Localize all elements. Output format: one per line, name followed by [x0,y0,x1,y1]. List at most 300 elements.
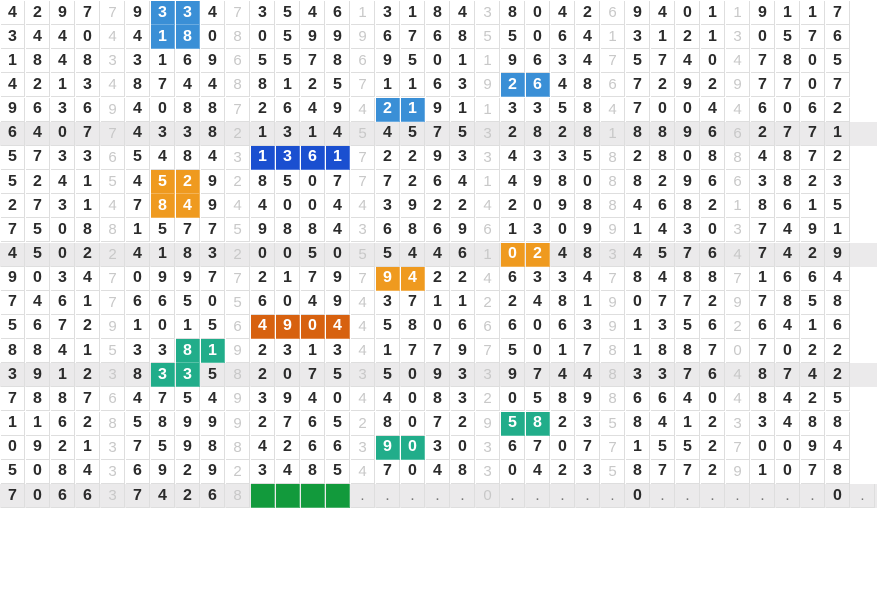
grid-cell[interactable]: 0 [551,436,575,460]
grid-cell[interactable]: 9 [526,170,550,194]
grid-cell[interactable]: 6 [301,146,325,170]
grid-cell[interactable]: 1 [476,170,500,194]
grid-cell[interactable]: 1 [126,315,150,339]
grid-cell[interactable]: 7 [301,267,325,291]
grid-cell[interactable]: 0 [776,98,800,122]
grid-cell[interactable] [326,484,350,508]
grid-cell[interactable]: 4 [401,267,425,291]
grid-cell[interactable]: 2 [426,267,450,291]
grid-cell[interactable]: 8 [651,146,675,170]
grid-cell[interactable]: 4 [226,194,250,218]
grid-cell[interactable]: 1 [126,218,150,242]
grid-cell[interactable]: 5 [676,436,700,460]
grid-cell[interactable]: 4 [126,25,150,49]
grid-cell[interactable]: 0 [751,25,775,49]
grid-cell[interactable]: 4 [576,267,600,291]
grid-cell[interactable]: 6 [501,436,525,460]
grid-cell[interactable]: 3 [251,460,275,484]
grid-cell[interactable]: 4 [451,1,475,25]
grid-cell[interactable]: 2 [701,436,725,460]
grid-cell[interactable]: 0 [751,436,775,460]
grid-cell[interactable]: 5 [301,243,325,267]
grid-cell[interactable]: 3 [751,412,775,436]
grid-cell[interactable]: 8 [551,291,575,315]
grid-cell[interactable]: 8 [201,122,225,146]
grid-cell[interactable]: 5 [151,436,175,460]
grid-cell[interactable]: 4 [326,315,350,339]
grid-cell[interactable]: 5 [826,49,850,73]
grid-cell[interactable]: 9 [601,218,625,242]
grid-cell[interactable]: 9 [1,267,25,291]
grid-cell[interactable]: 9 [226,339,250,363]
grid-cell[interactable]: 0 [801,49,825,73]
grid-cell[interactable]: 4 [251,436,275,460]
grid-cell[interactable]: 4 [51,170,75,194]
grid-cell[interactable]: 1 [626,218,650,242]
grid-cell[interactable]: 8 [226,484,250,508]
grid-cell[interactable]: 9 [726,291,750,315]
grid-cell[interactable]: 6 [26,98,50,122]
grid-cell[interactable]: 0 [276,363,300,387]
grid-cell[interactable]: 3 [51,267,75,291]
grid-cell[interactable]: 2 [76,363,100,387]
grid-cell[interactable]: 2 [826,146,850,170]
grid-cell[interactable]: 4 [76,460,100,484]
grid-cell[interactable]: 7 [801,122,825,146]
grid-cell[interactable]: 0 [401,436,425,460]
grid-cell[interactable]: 7 [1,291,25,315]
grid-cell[interactable]: 9 [176,412,200,436]
grid-cell[interactable]: 4 [526,291,550,315]
grid-cell[interactable]: 0 [276,291,300,315]
grid-cell[interactable]: 4 [651,218,675,242]
grid-cell[interactable]: 8 [826,412,850,436]
grid-cell[interactable]: 6 [701,363,725,387]
grid-cell[interactable]: 6 [626,387,650,411]
grid-cell[interactable]: 1 [601,25,625,49]
grid-cell[interactable]: 0 [801,73,825,97]
grid-cell[interactable]: 5 [251,49,275,73]
grid-cell[interactable]: . [751,484,775,508]
grid-cell[interactable]: 2 [251,267,275,291]
grid-cell[interactable]: 9 [326,267,350,291]
grid-cell[interactable]: 9 [576,387,600,411]
grid-cell[interactable]: 6 [726,170,750,194]
grid-cell[interactable]: 4 [776,218,800,242]
grid-cell[interactable]: 6 [101,387,125,411]
grid-cell[interactable]: 8 [676,194,700,218]
grid-cell[interactable]: 6 [51,291,75,315]
grid-cell[interactable]: 7 [576,436,600,460]
grid-cell[interactable]: 8 [751,363,775,387]
grid-cell[interactable]: 3 [276,146,300,170]
grid-cell[interactable]: 6 [51,484,75,508]
grid-cell[interactable]: 4 [201,73,225,97]
grid-cell[interactable]: 8 [526,412,550,436]
grid-cell[interactable]: 2 [226,243,250,267]
grid-cell[interactable]: 2 [51,436,75,460]
grid-cell[interactable]: 0 [526,339,550,363]
grid-cell[interactable]: 8 [751,387,775,411]
grid-cell[interactable]: 3 [526,146,550,170]
grid-cell[interactable]: 8 [626,170,650,194]
grid-cell[interactable]: 9 [376,436,400,460]
grid-cell[interactable]: 3 [151,1,175,25]
grid-cell[interactable]: 4 [301,98,325,122]
grid-cell[interactable]: 2 [826,363,850,387]
grid-cell[interactable]: 4 [776,387,800,411]
grid-cell[interactable]: 2 [476,291,500,315]
grid-cell[interactable]: 7 [601,267,625,291]
grid-cell[interactable]: 9 [476,73,500,97]
grid-cell[interactable]: 5 [501,339,525,363]
grid-cell[interactable]: 9 [201,412,225,436]
grid-cell[interactable]: 1 [251,122,275,146]
grid-cell[interactable]: 1 [726,1,750,25]
grid-cell[interactable]: 8 [501,1,525,25]
grid-cell[interactable]: 9 [326,25,350,49]
grid-cell[interactable]: 9 [26,363,50,387]
grid-cell[interactable]: 3 [726,25,750,49]
grid-cell[interactable]: 0 [501,460,525,484]
grid-cell[interactable]: 3 [76,73,100,97]
grid-cell[interactable]: 8 [426,387,450,411]
grid-cell[interactable]: 1 [401,1,425,25]
grid-cell[interactable]: 1 [1,412,25,436]
grid-cell[interactable]: 3 [51,98,75,122]
grid-cell[interactable]: 3 [351,436,375,460]
grid-cell[interactable]: 7 [801,460,825,484]
grid-cell[interactable]: 4 [551,73,575,97]
grid-cell[interactable]: 4 [626,243,650,267]
grid-cell[interactable]: 4 [626,194,650,218]
grid-cell[interactable]: 6 [751,315,775,339]
grid-cell[interactable]: 5 [651,436,675,460]
grid-cell[interactable]: 5 [351,122,375,146]
grid-cell[interactable]: 4 [51,339,75,363]
grid-cell[interactable]: 6 [551,25,575,49]
grid-cell[interactable]: 9 [601,291,625,315]
grid-cell[interactable]: 8 [701,146,725,170]
grid-cell[interactable]: 7 [301,49,325,73]
grid-cell[interactable]: 1 [76,194,100,218]
grid-cell[interactable]: 9 [176,436,200,460]
grid-cell[interactable]: 7 [651,49,675,73]
grid-cell[interactable]: 4 [576,363,600,387]
grid-cell[interactable]: 0 [451,436,475,460]
grid-cell[interactable]: 3 [626,25,650,49]
grid-cell[interactable]: 4 [426,243,450,267]
grid-cell[interactable]: 7 [101,291,125,315]
grid-cell[interactable]: 2 [401,146,425,170]
grid-cell[interactable]: 6 [476,218,500,242]
grid-cell[interactable]: 4 [76,267,100,291]
grid-cell[interactable]: 7 [201,218,225,242]
grid-cell[interactable]: . [651,484,675,508]
grid-cell[interactable]: 9 [151,267,175,291]
grid-cell[interactable]: 1 [476,98,500,122]
grid-cell[interactable]: 2 [226,460,250,484]
grid-cell[interactable]: 0 [526,194,550,218]
grid-cell[interactable]: 8 [601,146,625,170]
grid-cell[interactable]: 9 [26,436,50,460]
grid-cell[interactable]: 4 [51,25,75,49]
grid-cell[interactable]: 6 [326,1,350,25]
grid-cell[interactable]: 1 [626,436,650,460]
grid-cell[interactable]: 8 [401,218,425,242]
grid-cell[interactable]: 9 [426,363,450,387]
grid-cell[interactable]: 3 [476,122,500,146]
grid-cell[interactable]: 8 [26,339,50,363]
grid-cell[interactable]: 7 [601,436,625,460]
grid-cell[interactable]: 7 [101,1,125,25]
grid-cell[interactable]: 4 [251,194,275,218]
grid-cell[interactable]: 1 [626,315,650,339]
grid-cell[interactable]: 2 [376,98,400,122]
grid-cell[interactable]: 6 [251,291,275,315]
grid-cell[interactable]: 7 [351,73,375,97]
grid-cell[interactable]: 2 [801,339,825,363]
grid-cell[interactable]: 3 [601,243,625,267]
grid-cell[interactable]: 6 [326,436,350,460]
grid-cell[interactable]: 7 [176,218,200,242]
grid-cell[interactable]: 3 [676,218,700,242]
grid-cell[interactable]: 8 [151,194,175,218]
grid-cell[interactable]: 7 [576,339,600,363]
grid-cell[interactable]: 2 [351,412,375,436]
grid-cell[interactable]: 5 [1,170,25,194]
grid-cell[interactable]: 3 [126,49,150,73]
grid-cell[interactable]: 7 [226,267,250,291]
grid-cell[interactable]: 9 [501,363,525,387]
grid-cell[interactable]: 8 [551,170,575,194]
grid-cell[interactable]: 0 [51,218,75,242]
grid-cell[interactable]: 5 [401,49,425,73]
grid-cell[interactable]: . [576,484,600,508]
grid-cell[interactable]: 2 [751,122,775,146]
grid-cell[interactable]: 6 [476,315,500,339]
grid-cell[interactable]: 2 [576,1,600,25]
grid-cell[interactable]: 8 [376,412,400,436]
grid-cell[interactable]: 0 [26,484,50,508]
grid-cell[interactable]: 7 [801,146,825,170]
grid-cell[interactable]: 4 [476,194,500,218]
grid-cell[interactable]: 7 [76,387,100,411]
grid-cell[interactable]: 5 [576,146,600,170]
grid-cell[interactable]: 2 [676,25,700,49]
grid-cell[interactable]: 4 [401,243,425,267]
grid-cell[interactable]: 4 [1,1,25,25]
grid-cell[interactable]: 7 [751,73,775,97]
grid-cell[interactable]: 6 [501,267,525,291]
grid-cell[interactable]: 7 [751,243,775,267]
grid-cell[interactable]: 3 [551,146,575,170]
grid-cell[interactable]: 2 [76,243,100,267]
grid-cell[interactable]: 5 [826,194,850,218]
grid-cell[interactable]: 4 [476,267,500,291]
grid-cell[interactable]: 0 [651,98,675,122]
grid-cell[interactable]: 4 [576,25,600,49]
grid-cell[interactable]: 8 [776,291,800,315]
grid-cell[interactable]: 7 [226,1,250,25]
grid-cell[interactable]: 7 [426,122,450,146]
grid-cell[interactable]: 9 [426,98,450,122]
grid-cell[interactable]: 1 [401,73,425,97]
grid-cell[interactable]: 2 [501,291,525,315]
grid-cell[interactable]: 5 [326,460,350,484]
grid-cell[interactable]: 3 [101,436,125,460]
grid-cell[interactable]: 6 [701,170,725,194]
grid-cell[interactable]: 2 [376,146,400,170]
grid-cell[interactable]: 6 [126,460,150,484]
grid-cell[interactable]: 1 [701,1,725,25]
grid-cell[interactable]: 6 [451,243,475,267]
grid-cell[interactable]: 4 [101,194,125,218]
grid-cell[interactable]: 6 [1,122,25,146]
grid-cell[interactable]: 7 [626,98,650,122]
grid-cell[interactable]: 1 [151,25,175,49]
grid-cell[interactable]: 9 [376,267,400,291]
grid-cell[interactable]: 4 [151,484,175,508]
grid-cell[interactable]: 4 [751,146,775,170]
grid-cell[interactable]: 0 [701,218,725,242]
grid-cell[interactable]: 4 [651,267,675,291]
grid-cell[interactable]: 2 [801,243,825,267]
grid-cell[interactable]: 8 [276,218,300,242]
grid-cell[interactable]: 8 [126,363,150,387]
grid-cell[interactable]: . [501,484,525,508]
grid-cell[interactable]: 9 [226,387,250,411]
grid-cell[interactable]: 3 [101,484,125,508]
grid-cell[interactable]: 8 [1,339,25,363]
grid-cell[interactable]: 3 [351,363,375,387]
grid-cell[interactable]: 5 [476,25,500,49]
grid-cell[interactable] [251,484,275,508]
grid-cell[interactable]: 9 [576,218,600,242]
grid-cell[interactable]: 8 [776,146,800,170]
grid-cell[interactable]: 6 [151,291,175,315]
grid-cell[interactable]: 7 [76,1,100,25]
grid-cell[interactable]: 9 [601,315,625,339]
grid-cell[interactable]: 2 [426,194,450,218]
grid-cell[interactable]: 7 [776,363,800,387]
grid-cell[interactable]: 1 [676,412,700,436]
grid-cell[interactable]: 8 [626,122,650,146]
grid-cell[interactable]: 7 [826,73,850,97]
grid-cell[interactable]: 7 [76,122,100,146]
grid-cell[interactable]: 3 [151,122,175,146]
grid-cell[interactable]: 8 [701,267,725,291]
grid-cell[interactable]: 9 [451,218,475,242]
grid-cell[interactable]: 8 [526,122,550,146]
grid-cell[interactable]: 2 [626,146,650,170]
grid-cell[interactable]: 6 [301,412,325,436]
grid-cell[interactable]: 7 [151,73,175,97]
grid-cell[interactable]: 7 [676,363,700,387]
grid-cell[interactable]: 1 [151,49,175,73]
grid-cell[interactable]: 6 [126,291,150,315]
grid-cell[interactable]: 9 [301,25,325,49]
grid-cell[interactable]: 2 [526,243,550,267]
grid-cell[interactable]: 5 [451,122,475,146]
grid-cell[interactable]: 3 [726,218,750,242]
grid-cell[interactable]: 2 [251,98,275,122]
grid-cell[interactable]: 8 [76,49,100,73]
grid-cell[interactable]: 4 [126,122,150,146]
grid-cell[interactable]: 3 [501,98,525,122]
grid-cell[interactable]: 4 [51,49,75,73]
grid-cell[interactable]: 7 [126,436,150,460]
grid-cell[interactable]: 4 [776,412,800,436]
grid-cell[interactable]: 6 [276,98,300,122]
grid-cell[interactable]: 7 [701,339,725,363]
grid-cell[interactable]: 5 [226,291,250,315]
grid-cell[interactable]: 5 [1,315,25,339]
grid-cell[interactable]: 3 [351,218,375,242]
grid-cell[interactable]: 6 [601,1,625,25]
grid-cell[interactable]: 5 [801,291,825,315]
grid-cell[interactable]: . [776,484,800,508]
grid-cell[interactable]: 3 [826,170,850,194]
grid-cell[interactable]: 7 [626,73,650,97]
grid-cell[interactable] [276,484,300,508]
grid-cell[interactable]: 7 [476,339,500,363]
grid-cell[interactable]: 6 [76,98,100,122]
grid-cell[interactable]: 8 [826,291,850,315]
grid-cell[interactable]: 4 [801,363,825,387]
grid-cell[interactable]: 5 [276,1,300,25]
grid-cell[interactable]: 0 [776,436,800,460]
grid-cell[interactable]: 6 [801,267,825,291]
grid-cell[interactable]: 9 [426,146,450,170]
grid-cell[interactable]: 7 [676,291,700,315]
grid-cell[interactable]: 9 [201,460,225,484]
grid-cell[interactable]: 1 [826,218,850,242]
grid-cell[interactable]: 6 [426,170,450,194]
grid-cell[interactable]: 8 [651,122,675,146]
grid-cell[interactable]: 4 [576,49,600,73]
grid-cell[interactable]: 0 [526,315,550,339]
grid-cell[interactable]: 4 [426,460,450,484]
grid-cell[interactable]: 8 [576,194,600,218]
grid-cell[interactable]: 8 [176,25,200,49]
grid-cell[interactable]: 9 [201,170,225,194]
grid-cell[interactable]: 7 [401,291,425,315]
grid-cell[interactable]: 0 [501,387,525,411]
grid-cell[interactable]: 7 [126,484,150,508]
grid-cell[interactable]: 4 [726,49,750,73]
grid-cell[interactable]: 7 [401,25,425,49]
grid-cell[interactable]: 1 [276,267,300,291]
grid-cell[interactable]: 1 [426,291,450,315]
grid-cell[interactable]: 0 [51,243,75,267]
grid-cell[interactable]: 3 [276,122,300,146]
grid-cell[interactable]: 8 [576,73,600,97]
grid-cell[interactable]: 0 [401,412,425,436]
grid-cell[interactable]: 3 [1,25,25,49]
grid-cell[interactable]: 3 [126,339,150,363]
grid-cell[interactable]: 4 [351,460,375,484]
grid-cell[interactable]: 4 [701,98,725,122]
grid-cell[interactable]: 8 [626,460,650,484]
grid-cell[interactable]: 3 [726,412,750,436]
grid-cell[interactable]: 9 [276,387,300,411]
grid-cell[interactable]: 4 [1,73,25,97]
grid-cell[interactable]: 6 [351,49,375,73]
grid-cell[interactable]: 3 [451,73,475,97]
grid-cell[interactable]: 3 [526,267,550,291]
grid-cell[interactable]: 8 [251,170,275,194]
